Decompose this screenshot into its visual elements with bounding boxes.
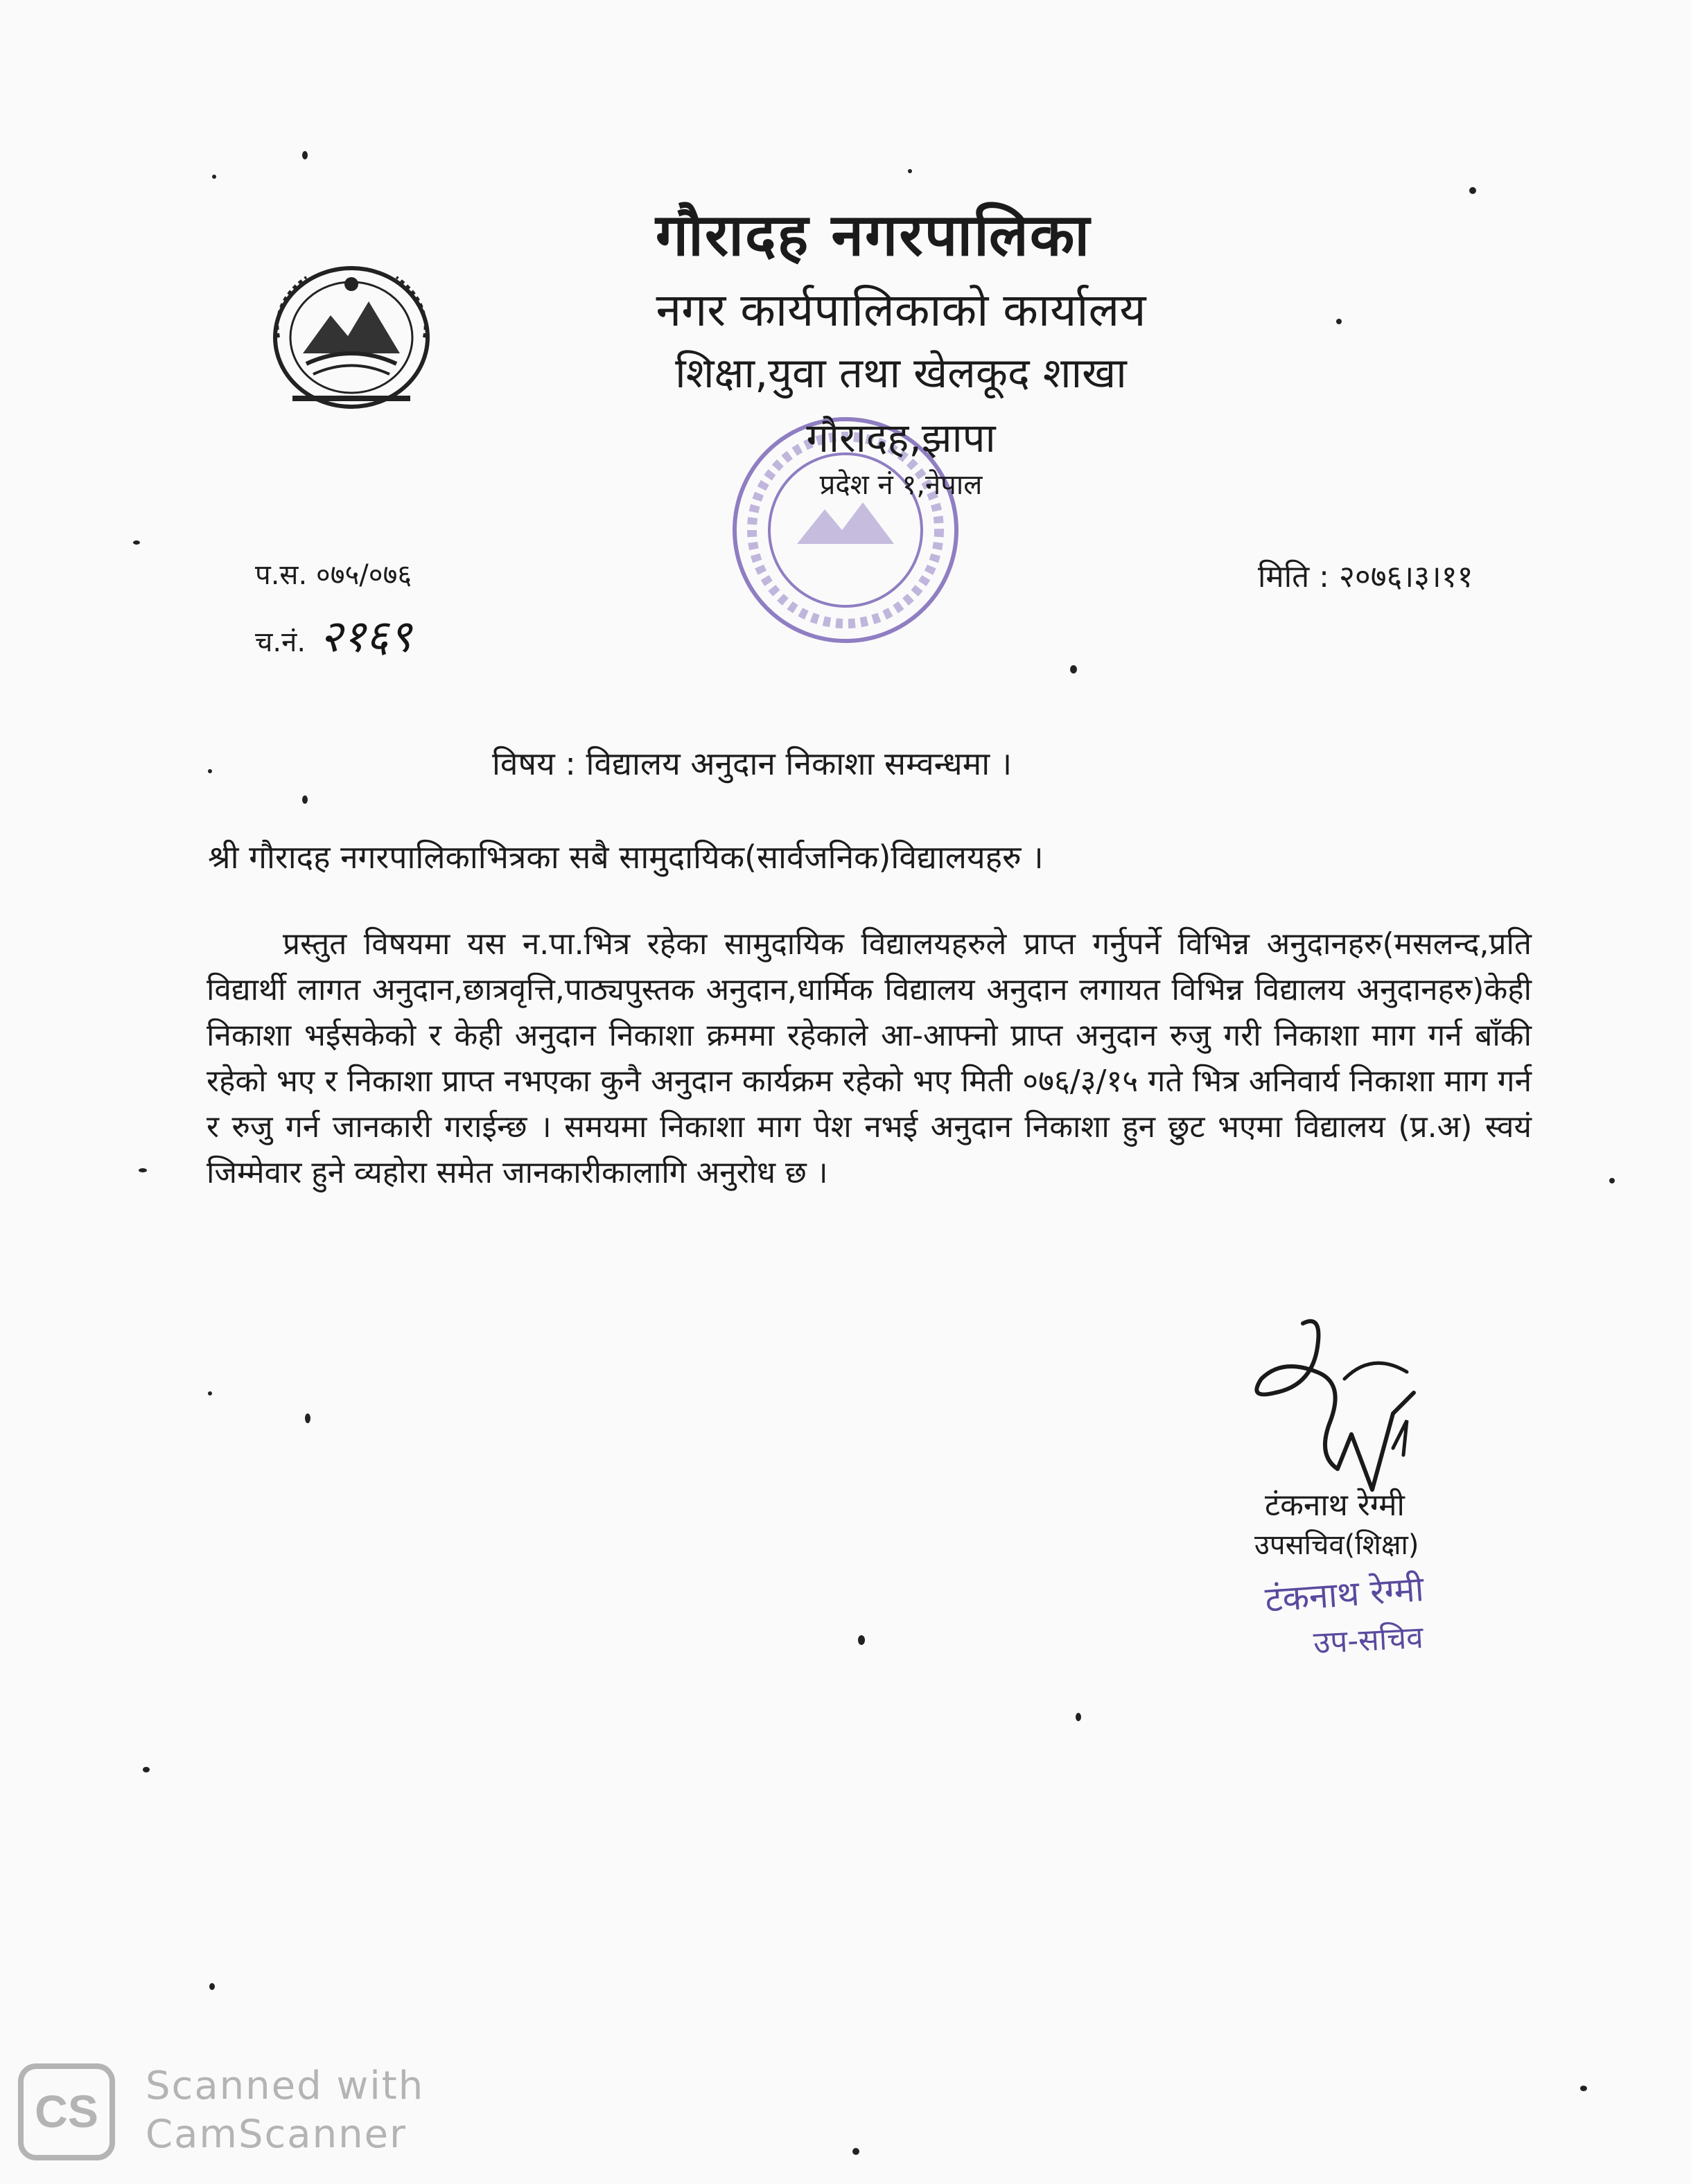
scan-speck (302, 151, 308, 159)
letter-reference-number: प.स. ०७५/०७६ (255, 559, 412, 591)
scan-speck (143, 1767, 150, 1772)
watermark-line-1: Scanned with (146, 2063, 425, 2108)
scan-speck (212, 175, 216, 179)
stamp-signatory-name: टंकनाथ रेग्मी (1263, 1569, 1426, 1620)
scan-speck (1336, 319, 1342, 324)
letter-date: मिति : २०७६।३।११ (1258, 559, 1473, 595)
scan-speck (209, 1983, 215, 1990)
scan-speck (305, 1414, 310, 1423)
office-location: गौरादह,झापा (806, 414, 996, 461)
dispatch-number-line (255, 604, 412, 664)
scan-speck (208, 1391, 212, 1395)
scan-speck (1580, 2086, 1587, 2091)
letter-subject: विषय : विद्यालय अनुदान निकाशा सम्वन्धमा । (492, 745, 1013, 782)
camscanner-logo-icon (18, 2063, 115, 2160)
watermark-line-2: CamScanner (146, 2112, 408, 2157)
scan-speck (139, 1168, 147, 1172)
stamp-signatory-designation: उप-सचिव (1312, 1619, 1424, 1662)
scan-speck (1070, 665, 1077, 673)
scan-speck (908, 169, 912, 173)
scan-speck (208, 769, 212, 773)
dispatch-number-handwritten: २१६९ (319, 611, 412, 662)
scan-speck (133, 540, 140, 545)
letter-addressee: श्री गौरादह नगरपालिकाभित्रका सबै सामुदायिक(सार्वजनिक)विद्यालयहरु । (208, 838, 1044, 876)
scan-speck (852, 2148, 859, 2155)
branch-name: शिक्षा,युवा तथा खेलकूद शाखा (675, 349, 1127, 398)
scan-speck (858, 1635, 865, 1645)
municipality-title: गौरादह नगरपालिका (655, 201, 1092, 269)
svg-text:CS: CS (35, 2086, 98, 2137)
scan-speck (302, 795, 308, 804)
province-line: प्रदेश नं १,नेपाल (819, 469, 983, 501)
scan-speck (1609, 1178, 1615, 1183)
scan-speck (1469, 187, 1476, 194)
scan-speck (1076, 1713, 1081, 1721)
dispatch-number-label: च.नं. (255, 626, 306, 658)
letter-body: प्रस्तुत विषयमा यस न.पा.भित्र रहेका सामुदायिक विद्यालयहरुले प्राप्त गर्नुपर्ने विभिन्न अनुदानहरु(मसलन्द,प्रति विद्यार्थी लागत अनुदान,छात्रवृत्ति,पाठ्यपुस्तक अनुदान,धार्मिक विद्यालय अनुदान लगायत विभिन्न विद्यालय अनुदानहरु)केही निकाशा भईसकेको र केही अनुदान निकाशा क्रममा रहेकाले आ-आफ्नो प्राप्त अनुदान रुजु गरी निकाशा माग गर्न बाँकी रहेको भए र निकाशा प्राप्त नभएका कुनै अनुदान कार्यक्रम रहेको भए मिती ०७६/३/१५ गते भित्र अनिवार्य निकाशा माग गर्न र रुजु गर्न जानकारी गराईन्छ । समयमा निकाशा माग पेश नभई अनुदान निकाशा हुन छुट भएमा विद्यालय (प्र.अ) स्वयं जिम्मेवार हुने व्यहोरा समेत जानकारीकालागि अनुरोध छ । (207, 926, 1532, 1190)
signatory-designation: उपसचिव(शिक्षा) (1254, 1529, 1419, 1561)
office-name: नगर कार्यपालिकाको कार्यालय (656, 283, 1146, 337)
signatory-name: टंकनाथ रेग्मी (1265, 1488, 1405, 1523)
